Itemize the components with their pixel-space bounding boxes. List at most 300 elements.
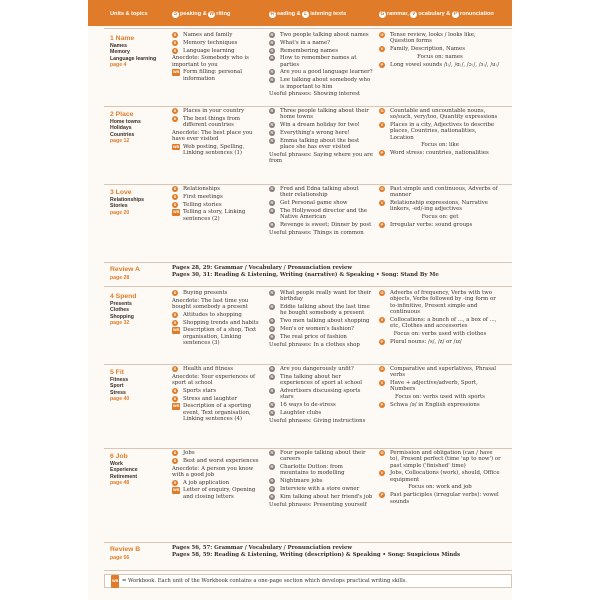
review-title: Review A	[110, 266, 140, 273]
wb-badge: WB	[173, 488, 180, 493]
item-text: Advertisers discussing sports stars	[280, 387, 361, 401]
speaking-icon: P	[380, 492, 384, 498]
speaking-icon: S	[173, 193, 177, 199]
review-line: Pages 58, 59: Reading & Listening, Writing (description) & Speaking • Song: Suspicious Minds	[172, 551, 461, 558]
unit-column	[172, 290, 262, 348]
list-item	[379, 366, 501, 379]
item-text: Revenge is sweet; Dinner by post	[280, 221, 372, 228]
unit-column	[269, 290, 373, 349]
list-item	[172, 108, 262, 114]
reading-icon: R	[270, 55, 274, 61]
row-divider	[104, 262, 512, 263]
list-item	[379, 339, 501, 345]
table-header	[88, 0, 512, 26]
contents-page	[88, 0, 512, 600]
list-item	[172, 32, 262, 38]
wb-badge: WB	[173, 144, 180, 149]
list-item	[269, 374, 373, 387]
topic-label: Fitness	[110, 377, 129, 383]
speaking-icon: S	[173, 32, 177, 37]
list-item	[269, 138, 373, 151]
list-item	[172, 48, 262, 54]
item-text: What people really want for their birthday	[280, 290, 372, 303]
list-item	[269, 318, 373, 324]
review-page-ref: page 28	[110, 275, 130, 281]
item-text: Best and worst experiences	[183, 457, 259, 464]
review-line: Pages 56, 57: Grammar / Vocabulary / Pronunciation review	[172, 545, 353, 551]
unit-title: 4 Spend	[110, 293, 137, 300]
reading-icon: R	[270, 129, 274, 135]
unit-topics	[110, 43, 156, 69]
wb-badge: WB	[111, 575, 119, 588]
item-text: Anecdote: A person you know with a good job	[172, 465, 254, 478]
topic-label: Countries	[110, 131, 135, 138]
list-item	[172, 320, 262, 326]
item-text: Collocations: a bunch of ..., a box of ..., etc, Clothes and accessories	[390, 316, 497, 329]
item-text: Three people talking about their home towns	[280, 108, 369, 121]
reading-icon: R	[270, 318, 274, 324]
list-item	[269, 77, 373, 90]
item-text: Win a dream holiday for two!	[280, 122, 360, 129]
reading-icon: R	[270, 325, 274, 331]
speaking-icon: S	[173, 108, 177, 113]
speaking-icon: S	[173, 366, 177, 371]
topic-label: Retirement	[110, 473, 138, 480]
speaking-icon: S	[173, 387, 177, 393]
item-text: Family, Description, Names	[390, 46, 465, 53]
list-item	[269, 108, 373, 121]
unit-topics	[110, 301, 134, 327]
item-text: A job application	[183, 479, 230, 486]
item-text: Permission and obligation (can / have to), Present perfect (time 'up to now') or past simple ('finished' time)	[390, 450, 501, 469]
reading-icon: R	[270, 333, 274, 339]
unit-page-ref: page 12	[110, 138, 130, 145]
list-item	[269, 366, 373, 372]
topic-label: Sport	[110, 383, 124, 390]
unit-column	[379, 186, 501, 230]
speaking-icon: P	[380, 401, 384, 407]
row-divider	[104, 184, 512, 185]
unit-page-ref: page 48	[110, 480, 130, 487]
item-text: Nightmare jobs	[280, 478, 323, 485]
unit-column	[172, 32, 262, 84]
review-page-ref: page 56	[110, 555, 130, 561]
unit-column	[269, 186, 373, 238]
item-text: Have + adjective/adverb, Sport, Numbers	[390, 380, 478, 393]
reading-icon: R	[270, 207, 274, 213]
speaking-icon: V	[380, 316, 384, 322]
list-item	[269, 450, 373, 463]
list-item	[172, 209, 262, 222]
list-item	[172, 403, 262, 422]
list-item	[269, 186, 373, 199]
speaking-icon: S	[173, 115, 177, 121]
unit-topics	[110, 461, 138, 487]
list-item	[172, 312, 262, 318]
item-text: Buying presents	[183, 290, 228, 296]
list-item	[269, 152, 373, 165]
item-text: Laughter clubs	[280, 409, 322, 416]
list-item	[269, 402, 373, 408]
list-item	[172, 327, 262, 346]
reading-icon: R	[270, 464, 274, 470]
speaking-icon: S	[173, 319, 177, 325]
item-text: Long vowel sounds /iː/, /ɑː/, /ɔː/, /ɜː/, /uː/	[390, 61, 500, 68]
list-item	[379, 484, 501, 490]
list-item	[172, 396, 262, 402]
item-text: Letter of enquiry, Opening and closing letters	[183, 487, 256, 500]
reading-icon: R	[270, 77, 274, 83]
item-text: Word stress: countries, nationalities	[390, 150, 489, 157]
topic-label: Names	[110, 43, 128, 49]
unit-column	[269, 366, 373, 425]
list-item	[269, 502, 373, 508]
item-text: The best things from different countries	[183, 115, 240, 129]
list-item	[379, 214, 501, 220]
item-text: Fred and Edna talking about their relationship	[280, 186, 359, 199]
list-item	[379, 222, 501, 228]
list-item	[172, 130, 262, 143]
reading-icon: R	[270, 387, 274, 393]
unit-page-ref: page 32	[110, 320, 130, 327]
speaking-icon: G	[380, 450, 384, 455]
reading-icon: R	[270, 373, 274, 379]
reading-icon: R	[270, 409, 274, 415]
unit-column	[172, 450, 262, 502]
list-item	[269, 494, 373, 500]
item-text: Adverbs of frequency, Verbs with two objects, Verbs followed by -ing form or to-infinitive, Present simple and continuous	[390, 290, 496, 315]
item-text: Focus on: get	[421, 214, 459, 221]
row-divider	[104, 28, 512, 29]
speaking-icon: V	[380, 46, 384, 52]
list-item	[269, 290, 373, 303]
speaking-icon: G	[380, 186, 384, 191]
wb-badge: WB	[173, 210, 180, 215]
item-text: Stress and laughter	[183, 395, 237, 402]
item-text: Focus on: verbs used with clothes	[393, 330, 487, 337]
topic-label: Clothes	[110, 307, 130, 314]
unit-title: 5 Fit	[110, 369, 124, 376]
item-text: Anecdote: Your experiences of sport at school	[172, 373, 256, 387]
item-text: Two men talking about shopping	[280, 318, 370, 325]
reading-icon: R	[270, 108, 274, 113]
reading-icon: R	[270, 122, 274, 128]
topic-label: Relationships	[110, 197, 145, 203]
speaking-icon: S	[173, 47, 177, 53]
item-text: Irregular verbs: sound groups	[390, 221, 473, 228]
speaking-icon: S	[173, 201, 177, 207]
item-text: Eddie talking about the last time he bought somebody a present	[280, 304, 370, 317]
list-item	[379, 150, 501, 156]
list-item	[269, 208, 373, 221]
list-item	[269, 55, 373, 68]
header-reading-listening: R eading & L istening texts	[270, 11, 347, 17]
unit-column	[172, 366, 262, 424]
speaking-icon: P	[380, 61, 384, 67]
item-text: Relationships	[183, 186, 220, 192]
item-text: Language learning	[183, 47, 235, 54]
unit-column	[269, 450, 373, 509]
reading-icon: R	[270, 485, 274, 491]
list-item	[269, 122, 373, 128]
reading-icon: R	[270, 47, 274, 53]
list-item	[172, 487, 262, 500]
row-divider	[104, 570, 512, 571]
unit-column	[269, 32, 373, 99]
list-item	[379, 54, 501, 60]
speaking-icon: S	[173, 39, 177, 45]
wb-badge: WB	[173, 70, 180, 75]
item-text: Lee talking about somebody who is important to him	[280, 77, 371, 90]
unit-column	[379, 290, 501, 346]
list-item	[172, 298, 262, 311]
wb-badge: WB	[173, 328, 180, 333]
item-text: Charlotte Dutton: from mountains to modelling	[280, 464, 345, 477]
unit-topics	[110, 377, 129, 403]
item-text: Kim talking about her friend's job	[280, 493, 373, 500]
speaking-icon: S	[173, 186, 177, 191]
item-text: Emma talking about the best place she has ever visited	[280, 137, 360, 150]
unit-column	[379, 366, 501, 410]
reading-icon: R	[270, 186, 274, 191]
speaking-icon: S	[173, 311, 177, 317]
speaking-icon: P	[380, 221, 384, 227]
item-text: Useful phrases: Giving instructions	[269, 417, 366, 424]
list-item	[379, 470, 501, 483]
item-text: Everything's wrong here!	[280, 129, 350, 136]
list-item	[379, 290, 501, 315]
speaking-icon: V	[380, 122, 384, 128]
speaking-icon: G	[380, 108, 384, 113]
item-text: Description of a shop, Text organisation, Linking sentences (3)	[183, 327, 257, 347]
review-text	[172, 545, 460, 558]
item-text: Shopping trends and habits	[183, 319, 259, 326]
review-text	[172, 265, 439, 278]
list-item	[269, 342, 373, 348]
reading-icon: R	[270, 304, 274, 310]
wb-badge: WB	[173, 404, 180, 409]
list-item	[379, 380, 501, 393]
item-text: Countable and uncountable nouns, so/such, very/too, Quantity expressions	[390, 108, 498, 121]
unit-column	[379, 450, 501, 506]
item-text: Schwa /ə/ in English expressions	[390, 401, 480, 408]
topic-label: Stress	[110, 389, 126, 396]
list-item	[379, 402, 501, 408]
list-item	[269, 230, 373, 236]
item-text: Jobs	[183, 450, 195, 456]
review-line: Pages 28, 29: Grammar / Vocabulary / Pronunciation review	[172, 265, 353, 271]
reading-icon: R	[270, 478, 274, 484]
item-text: Men's or women's fashion?	[280, 325, 355, 332]
item-text: Relationship expressions, Narrative linkers, -ed/-ing adjectives	[390, 200, 488, 213]
item-text: Are you a good language learner?	[280, 69, 373, 76]
reading-icon: R	[270, 366, 274, 371]
list-item	[269, 48, 373, 54]
speaking-icon: S	[173, 290, 177, 295]
speaking-icon: G	[380, 290, 384, 295]
header-units-topics: Units & topics	[110, 11, 148, 17]
list-item	[269, 478, 373, 484]
list-item	[172, 55, 262, 68]
item-text: Focus on: like	[421, 142, 459, 149]
list-item	[269, 304, 373, 317]
list-item	[269, 410, 373, 416]
item-text: Attitudes to shopping	[183, 311, 242, 318]
speaking-icon: P	[380, 150, 384, 156]
review-title: Review B	[110, 546, 141, 553]
list-item	[172, 388, 262, 394]
list-item	[269, 200, 373, 206]
item-text: Places in a city, Adjectives to describe places, Countries, nationalities, Location	[390, 122, 495, 141]
list-item	[379, 317, 501, 330]
list-item	[379, 492, 501, 505]
list-item	[379, 108, 501, 121]
item-text: Useful phrases: In a clothes shop	[269, 341, 360, 348]
unit-topics	[110, 197, 144, 216]
item-text: Sports stars	[183, 387, 217, 394]
unit-column	[172, 108, 262, 158]
topic-label: Memory	[110, 49, 130, 56]
list-item	[172, 458, 262, 464]
list-item	[379, 32, 501, 45]
list-item	[172, 194, 262, 200]
list-item	[269, 91, 373, 97]
speaking-icon: S	[173, 479, 177, 485]
list-item	[379, 142, 501, 148]
list-item	[269, 40, 373, 46]
list-item	[269, 32, 373, 38]
unit-page-ref: page 40	[110, 396, 130, 403]
item-text: Are you dangerously unfit?	[280, 366, 354, 372]
unit-topics	[110, 119, 141, 145]
list-item	[379, 122, 501, 141]
unit-title: 2 Place	[110, 111, 134, 118]
unit-column	[172, 186, 262, 223]
topic-label: Holidays	[110, 125, 132, 132]
row-divider	[104, 448, 512, 449]
item-text: Focus on: work and job	[408, 484, 472, 491]
reading-icon: R	[270, 290, 274, 295]
unit-title: 1 Name	[110, 35, 135, 42]
list-item	[269, 130, 373, 136]
speaking-icon: V	[380, 380, 384, 386]
item-text: Focus on: verbs used with sports	[395, 394, 485, 401]
row-divider	[104, 542, 512, 543]
item-text: Comparative and superlatives, Phrasal verbs	[390, 366, 496, 379]
footer-text: = Workbook. Each unit of the Workbook contains a one-page section which develops practical writing skills.	[121, 578, 408, 584]
item-text: Useful phrases: Saying where you are from	[269, 151, 373, 165]
item-text: Useful phrases: Things in common	[269, 229, 364, 236]
list-item	[172, 202, 262, 208]
item-text: Places in your country	[183, 108, 245, 114]
reading-icon: R	[270, 450, 274, 455]
list-item	[172, 186, 262, 192]
list-item	[269, 69, 373, 75]
unit-page-ref: page 4	[110, 62, 127, 69]
list-item	[379, 46, 501, 52]
topic-label: Language learning	[110, 55, 157, 62]
item-text: Interview with a store owner	[280, 485, 360, 492]
speaking-icon: S	[173, 395, 177, 401]
list-item	[172, 290, 262, 296]
item-text: How to remember names at parties	[280, 55, 357, 68]
item-text: Jobs, Collocations (work), should, Office equipment	[390, 470, 500, 483]
list-item	[269, 486, 373, 492]
row-divider	[104, 106, 512, 107]
item-text: Two people talking about names	[280, 32, 369, 38]
item-text: Form filling: personal information	[183, 69, 242, 82]
list-item	[379, 186, 501, 199]
speaking-icon: V	[380, 470, 384, 476]
list-item	[172, 374, 262, 387]
item-text: The Hollywood director and the Native American	[280, 207, 368, 221]
item-text: Tina talking about her experiences of sport at school	[280, 373, 362, 387]
list-item	[172, 466, 262, 479]
list-item	[172, 144, 262, 157]
unit-column	[379, 32, 501, 69]
reading-icon: R	[270, 32, 274, 37]
speaking-icon: S	[173, 450, 177, 455]
item-text: Anecdote: Somebody who is important to you	[172, 55, 249, 68]
list-item	[269, 418, 373, 424]
item-text: Telling stories	[183, 201, 222, 208]
topic-label: Presents	[110, 301, 132, 307]
header-grammar: G rammar, V ocabulary & P ronunciation	[380, 11, 494, 17]
item-text: Plural nouns: /s/, /z/ or /ɪz/	[390, 338, 462, 345]
unit-column	[379, 108, 501, 158]
list-item	[172, 366, 262, 372]
list-item	[269, 222, 373, 228]
item-text: Past simple and continuous, Adverbs of manner	[390, 186, 498, 199]
list-item	[172, 69, 262, 82]
unit-column	[269, 108, 373, 166]
list-item	[172, 40, 262, 46]
list-item	[172, 116, 262, 129]
item-text: What's in a name?	[280, 39, 331, 46]
speaking-icon: S	[173, 457, 177, 463]
speaking-icon: G	[380, 32, 384, 37]
item-text: Description of a sporting event, Text organisation, Linking sentences (4)	[183, 403, 252, 423]
item-text: Anecdote: The best place you have ever visited	[172, 129, 253, 143]
reading-icon: R	[270, 401, 274, 407]
item-text: Anecdote: The last time you bought somebody a present	[172, 297, 249, 311]
reading-icon: R	[270, 493, 274, 499]
item-text: Names and family	[183, 32, 233, 38]
speaking-icon: G	[380, 366, 384, 371]
list-item	[379, 394, 501, 400]
item-text: Web posting, Spelling, Linking sentences (1)	[183, 143, 245, 157]
reading-icon: R	[270, 69, 274, 75]
item-text: Get Personal game show	[280, 200, 348, 207]
topic-label: Shopping	[110, 313, 134, 320]
item-text: Telling a story, Linking sentences (2)	[183, 209, 246, 222]
list-item	[269, 464, 373, 477]
list-item	[379, 450, 501, 469]
item-text: Past participles (irregular verbs): vowel sounds	[390, 492, 499, 505]
speaking-icon: P	[380, 338, 384, 344]
list-item	[379, 331, 501, 337]
unit-page-ref: page 20	[110, 209, 130, 216]
item-text: The real price of fashion	[280, 333, 347, 340]
reading-icon: R	[270, 200, 274, 206]
topic-label: Experience	[110, 467, 138, 474]
reading-icon: R	[270, 137, 274, 143]
list-item	[379, 200, 501, 213]
item-text: Health and fitness	[183, 366, 233, 372]
reading-icon: R	[270, 221, 274, 227]
unit-title: 3 Love	[110, 189, 132, 196]
item-text: Useful phrases: Presenting yourself	[269, 501, 367, 508]
